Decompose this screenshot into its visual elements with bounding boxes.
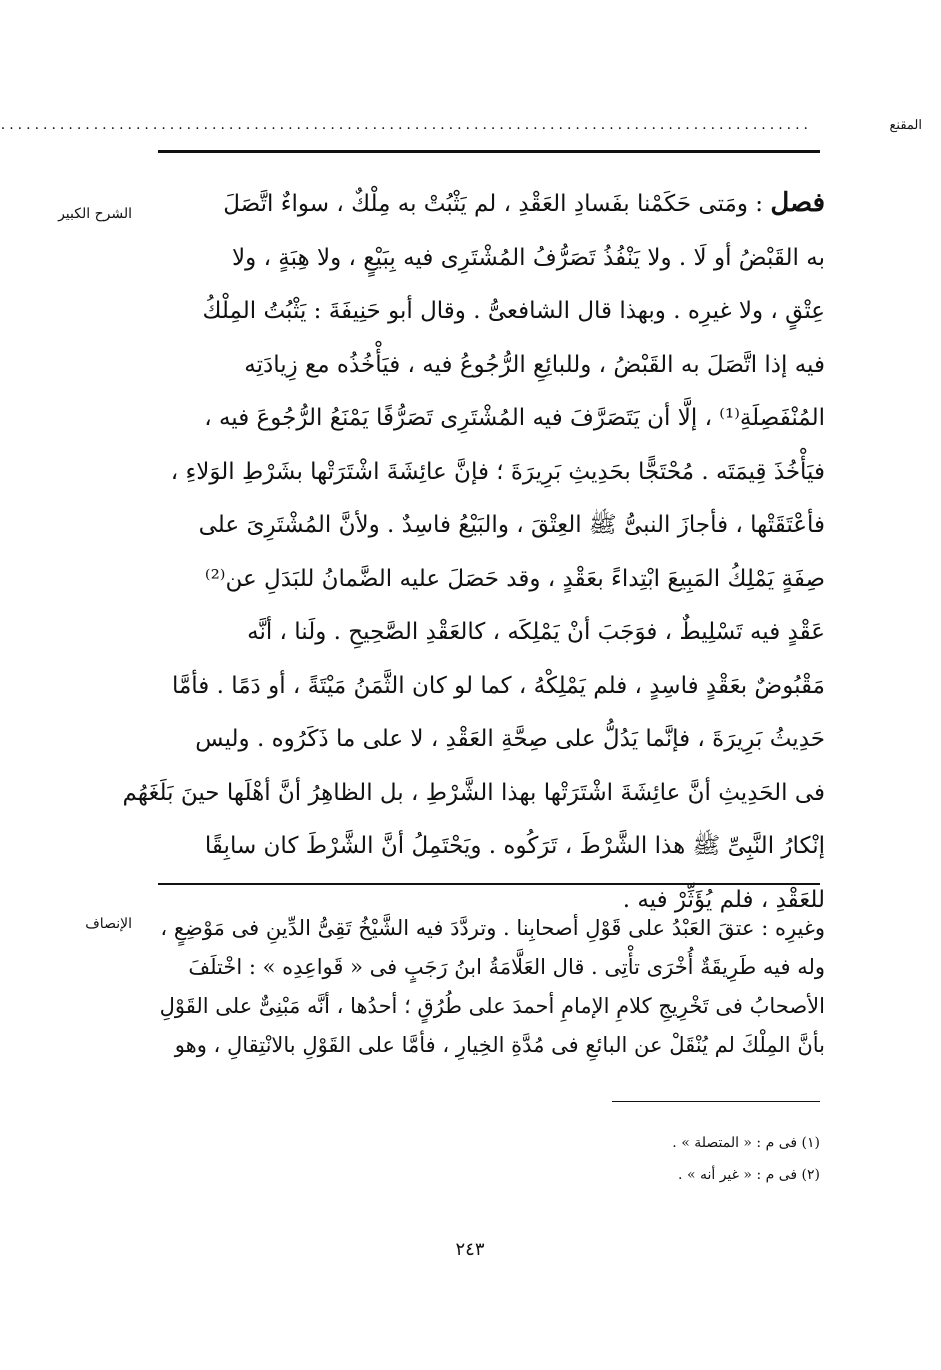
text-line: صِفَةٍ يَمْلِكُ المَبِيعَ ابْتِداءً بعَقْدٍ ، وقد حَصَلَ عليه الضَّمانُ للبَدَلِ عن⁽²⁾	[204, 565, 825, 592]
text-line: فأعْتَقَتْها ، فأجازَ النبىُّ ﷺ العِتْقَ ، والبَيْعُ فاسِدٌ . ولأنَّ المُشْتَرِىَ على	[198, 512, 825, 538]
text-line: إنْكارُ النَّبِىِّ ﷺ هذا الشَّرْطَ ، تَرَكُوه . ويَحْتَمِلُ أنَّ الشَّرْطَ كان سابِقًا	[204, 833, 825, 859]
insaf-text-block	[140, 909, 825, 1065]
text-line: فيَأْخُذَ قِيمَتَه . مُحْتَجًّا بحَدِيثِ بَرِيرَةَ ؛ فإنَّ عائِشَةَ اشْتَرَتْها بشَرْطِ الوَلاءِ ،	[170, 458, 825, 485]
text-line: فيه إذا اتَّصَلَ به القَبْضُ ، وللبائِعِ الرُّجُوعُ فيه ، فيَأْخُذُه مع زِيادَتِه	[244, 351, 825, 378]
text-line: فى الحَدِيثِ أنَّ عائِشَةَ اشْتَرَتْها بهذا الشَّرْطِ ، بل الظاهِرُ أنَّ أهْلَها حينَ بَلَغَهُم	[122, 779, 825, 806]
footnote: (١) فى م : « المتصلة » .	[672, 1135, 820, 1151]
header-divider	[158, 150, 820, 153]
side-label-sharh: الشرح الكبير	[58, 206, 132, 222]
running-header-dots: ................................................................................................	[0, 117, 812, 133]
text-line: به القَبْضُ أو لَا . ولا يَنْفُذُ تَصَرُّفُ المُشْتَرِى فيه بِبَيْعٍ ، ولا هِبَةٍ ، ولا	[232, 244, 825, 271]
footnote-divider	[612, 1101, 820, 1102]
footnote: (٢) فى م : « غير أنه » .	[678, 1167, 820, 1183]
text-line: عِتْقٍ ، ولا غيرِه . وبهذا قال الشافعىُّ . وقال أبو حَنِيفَةَ : يَثْبُتُ المِلْكُ	[202, 298, 825, 324]
footnotes	[500, 1127, 820, 1191]
text-line: مَقْبُوضٌ بعَقْدٍ فاسِدٍ ، فلم يَمْلِكْهُ ، كما لو كان الثَّمَنُ مَيْتَةً ، أو دَمًا . فأمَّا	[171, 672, 825, 699]
section-divider	[158, 883, 820, 885]
text-line: بأنَّ المِلْكَ لم يُنْقَلْ عن البائعِ فى مُدَّةِ الخِيارِ ، فأمَّا على القَوْلِ بالانْتِقالِ ، وهو	[174, 1033, 825, 1057]
text-line: حَدِيثُ بَرِيرَةَ ، فإنَّما يَدُلُّ على صِحَّةِ العَقْدِ ، لا على ما ذَكَرُوه . وليس	[195, 726, 825, 752]
section-heading-word: فصل	[770, 188, 825, 218]
text-line: عَقْدٍ فيه تَسْلِيطٌ ، فوَجَبَ أنْ يَمْلِكَه ، كالعَقْدِ الصَّحِيحِ . ولَنا ، أنَّه	[247, 619, 825, 645]
text-line: وله فيه طَرِيقَةٌ أُخْرَى تأْتِى . قال العَلَّامَةُ ابنُ رَجَبٍ فى « قَواعِدِه » : اخْتلَفَ	[188, 955, 825, 979]
text-line	[140, 177, 825, 232]
side-label-insaf: الإنصاف	[85, 916, 132, 932]
main-text-block	[122, 177, 825, 927]
page-number: ٢٤٣	[455, 1239, 485, 1260]
running-header-title: المقنع	[889, 118, 922, 133]
text-line-rest: : ومَتى حَكَمْنا بفَسادِ العَقْدِ ، لم يَثْبُتْ به مِلْكٌ ، سواءٌ اتَّصَلَ	[223, 191, 764, 217]
text-line: للعَقْدِ ، فلم يُؤَثِّرْ فيه .	[622, 886, 825, 913]
text-line: وغيرِه : عتقَ العَبْدُ على قَوْلِ أصحابِنا . وتردَّدَ فيه الشَّيْخُ تَقِىُّ الدِّينِ فى مَوْضِعٍ ،	[160, 916, 825, 940]
text-line: المُنْفَصِلَةِ⁽¹⁾ ، إلَّا أن يَتَصَرَّفَ فيه المُشْتَرِى تَصَرُّفًا يَمْنَعُ الرُّجُوعَ فيه ،	[204, 405, 825, 431]
text-line: الأصحابُ فى تَخْرِيجِ كلامِ الإمامِ أحمدَ على طُرُقٍ ؛ أحدُها ، أنَّه مَبْنِىٌّ على القَوْلِ	[159, 994, 825, 1018]
